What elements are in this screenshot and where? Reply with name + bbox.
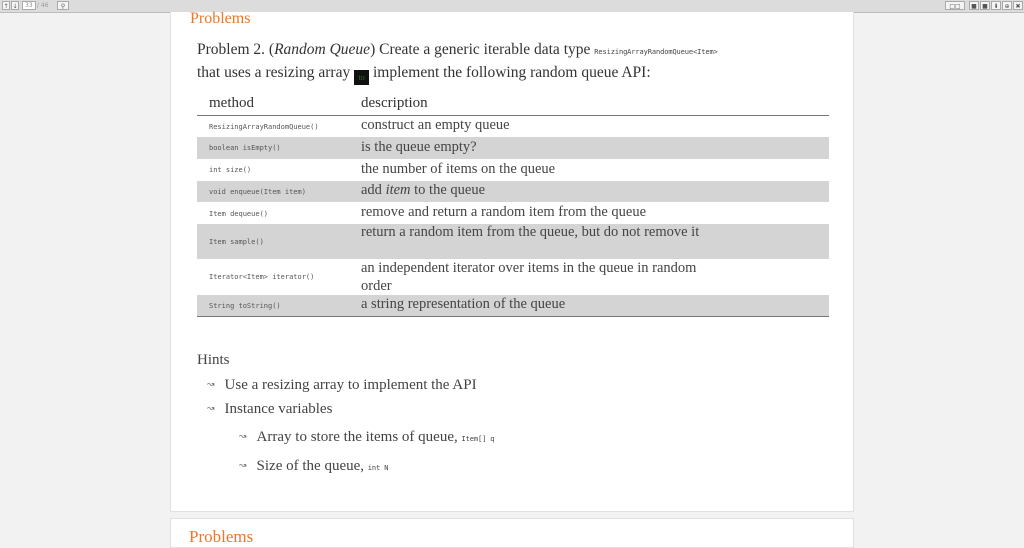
hint-text: Size of the queue, — [256, 458, 368, 474]
method-cell: ResizingArrayRandomQueue() — [209, 123, 319, 131]
table-row — [197, 202, 829, 224]
hint-text: Array to store the items of queue, — [256, 429, 462, 445]
method-cell: int size() — [209, 166, 252, 174]
table-row — [197, 181, 829, 202]
header-description: description — [361, 95, 428, 111]
description-cell: an independent iterator over items in the queue in random order — [361, 260, 697, 294]
presentation-mode-button[interactable]: □□ — [945, 1, 965, 10]
description-cell: return a random item from the queue, but do not remove it — [361, 224, 700, 240]
description-cell — [361, 182, 721, 200]
prev-page-button[interactable]: ↑ — [3, 3, 9, 10]
download-icon[interactable]: ⬇ — [991, 1, 1001, 10]
slide-page — [170, 12, 854, 512]
problem-mid: ) Create a generic iterable data type — [370, 41, 595, 58]
hint-item — [207, 376, 477, 394]
hint-text: Use a resizing array to implement the API — [224, 377, 477, 393]
hint-item — [207, 400, 332, 418]
hint-subitem — [239, 428, 494, 448]
header-method: method — [209, 95, 254, 111]
redacted-word-box: to — [354, 70, 369, 85]
table-row — [197, 116, 829, 137]
description-cell: remove and return a random item from the queue — [361, 204, 647, 220]
description-part: add — [361, 182, 386, 198]
hint-text: Instance variables — [224, 401, 333, 417]
hint-subitem — [239, 457, 388, 477]
method-cell: Item sample() — [209, 238, 264, 246]
description-italic: item — [385, 182, 411, 198]
squiggle-arrow-icon: ↝ — [207, 380, 215, 390]
table-row — [197, 137, 829, 159]
problem-line2-b: implement the following random queue API: — [369, 63, 651, 81]
next-page-button[interactable]: ↓ — [12, 3, 18, 10]
type-name: ResizingArrayRandomQueue<Item> — [594, 48, 718, 56]
next-slide-page — [170, 518, 854, 548]
zoom-fit-button[interactable]: ■ — [969, 1, 979, 10]
method-cell: boolean isEmpty() — [209, 144, 281, 152]
method-cell: void enqueue(Item item) — [209, 188, 306, 196]
table-row — [197, 295, 829, 317]
description-cell: a string representation of the queue — [361, 296, 566, 312]
slide-title: Problems — [190, 10, 251, 27]
table-row — [197, 224, 829, 259]
method-cell: Item dequeue() — [209, 210, 269, 218]
problem-statement — [197, 40, 837, 85]
close-icon[interactable]: ✖ — [1013, 1, 1023, 10]
page-total-label: / 46 — [37, 2, 49, 9]
page-number-input[interactable]: 33 — [22, 1, 36, 10]
method-cell: String toString() — [209, 302, 281, 310]
api-table — [197, 92, 829, 317]
hint-code: int N — [367, 464, 389, 472]
squiggle-arrow-icon: ↝ — [207, 404, 215, 414]
description-cell: construct an empty queue — [361, 117, 510, 133]
description-part: to the queue — [410, 182, 486, 198]
table-row — [197, 259, 829, 295]
squiggle-arrow-icon: ↝ — [239, 461, 247, 471]
method-cell: Iterator<Item> iterator() — [209, 273, 315, 281]
hint-code: Item[] q — [461, 435, 495, 443]
problem-line2-a: that uses a resizing array — [197, 63, 355, 81]
problem-prefix: Problem 2. ( — [197, 41, 275, 58]
description-cell: is the queue empty? — [361, 139, 477, 155]
problem-name: Random Queue — [274, 41, 371, 58]
next-slide-title: Problems — [189, 527, 254, 546]
zoom-in-icon[interactable]: ⊕ — [1002, 1, 1012, 10]
table-row — [197, 159, 829, 181]
squiggle-arrow-icon: ↝ — [239, 432, 247, 442]
table-header — [197, 92, 829, 116]
description-cell: the number of items on the queue — [361, 161, 556, 177]
zoom-page-button[interactable]: ■ — [980, 1, 990, 10]
hints-heading: Hints — [197, 352, 230, 368]
search-icon[interactable]: ⚲ — [57, 1, 69, 10]
